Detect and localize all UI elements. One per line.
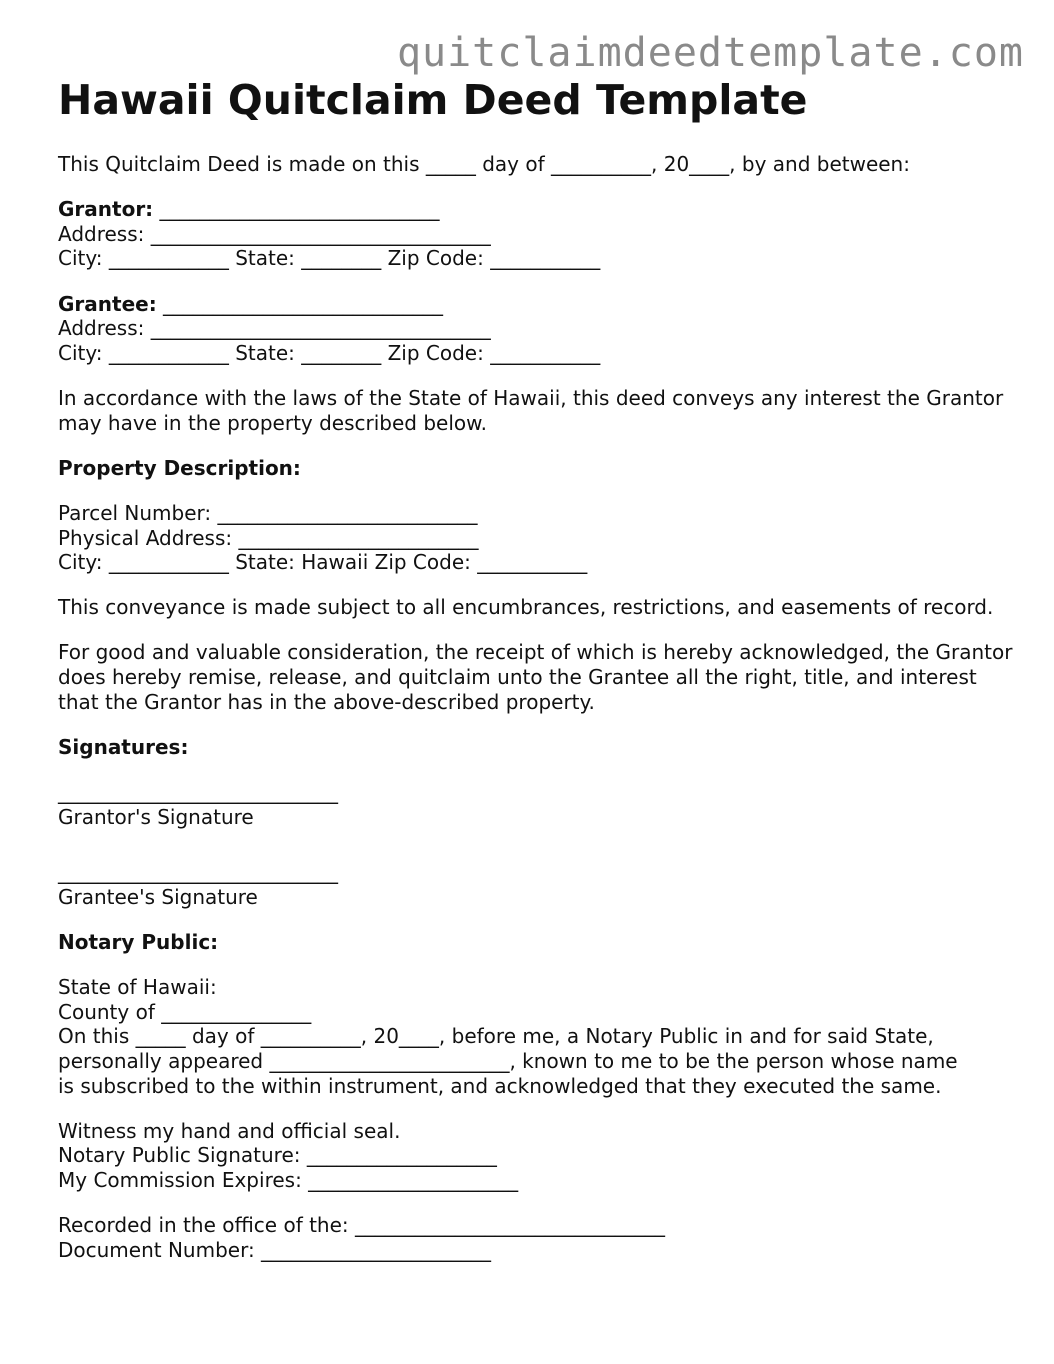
signatures-heading: Signatures: xyxy=(58,734,189,759)
deed-body xyxy=(58,152,1018,1283)
watermark: quitclaimdeedtemplate.com xyxy=(396,30,1024,76)
grantor-name-line xyxy=(58,197,1018,222)
grantor-city-line: City: ____________ State: ________ Zip Code: ___________ xyxy=(58,246,601,271)
page-title: Hawaii Quitclaim Deed Template xyxy=(58,76,808,124)
grantee-signature-label: Grantee's Signature xyxy=(58,884,258,909)
notary-state: State of Hawaii: xyxy=(58,975,217,1000)
recorded-office: Recorded in the office of the: _______________________________ xyxy=(58,1213,666,1238)
grantee-city-line: City: ____________ State: ________ Zip Code: ___________ xyxy=(58,340,601,365)
notary-signature: Notary Public Signature: ___________________ xyxy=(58,1143,497,1168)
grantee-label: Grantee: xyxy=(58,291,157,316)
recording-block xyxy=(58,1213,1018,1262)
grantee-address: Address: __________________________________ xyxy=(58,316,491,341)
physical-address: Physical Address: ________________________ xyxy=(58,525,479,550)
property-heading: Property Description: xyxy=(58,455,301,480)
grantor-signature-line: ____________________________ xyxy=(58,780,338,805)
encumbrances-paragraph: This conveyance is made subject to all encumbrances, restrictions, and easements of record. xyxy=(58,595,994,620)
grantee-name-blank: ____________________________ xyxy=(156,291,444,316)
grantee-block xyxy=(58,292,1018,366)
grantor-address: Address: __________________________________ xyxy=(58,221,491,246)
grantor-block xyxy=(58,197,1018,271)
notary-block xyxy=(58,975,1018,1098)
signature-spacer xyxy=(58,829,1018,860)
notary-county: County of _______________ xyxy=(58,999,312,1024)
intro-paragraph xyxy=(58,152,1018,177)
notary-ack-line-2: personally appeared ________________________, known to me to be the person whose name xyxy=(58,1048,958,1073)
document-number: Document Number: _______________________ xyxy=(58,1237,492,1262)
property-city-line: City: ____________ State: Hawaii Zip Code: ___________ xyxy=(58,550,588,575)
signatures-block xyxy=(58,780,1018,909)
notary-commission: My Commission Expires: _____________________ xyxy=(58,1167,519,1192)
grantee-name-line xyxy=(58,292,1018,317)
conveyance-statement: In accordance with the laws of the State of Hawaii, this deed conveys any interest the Grantor may have in the property described below. xyxy=(58,385,1004,435)
property-block xyxy=(58,501,1018,575)
grantee-signature-line: ____________________________ xyxy=(58,860,338,885)
notary-ack-line-3: is subscribed to the within instrument, and acknowledged that they executed the same. xyxy=(58,1073,942,1098)
parcel-number: Parcel Number: __________________________ xyxy=(58,500,478,525)
intro-text: This Quitclaim Deed is made on this _____ day of __________, 20____, by and between: xyxy=(58,152,910,176)
notary-ack-line-1: On this _____ day of __________, 20____, before me, a Notary Public in and for said State, xyxy=(58,1024,934,1049)
notary-heading: Notary Public: xyxy=(58,930,219,954)
notary-signature-block xyxy=(58,1119,1018,1193)
consideration-paragraph: For good and valuable consideration, the receipt of which is hereby acknowledged, the Grantor does hereby remise, release, and quitclaim unto the Grantee all the right, title, and interest that the Grantor has in the above-described property. xyxy=(58,640,1013,714)
grantor-signature-label: Grantor's Signature xyxy=(58,804,254,829)
grantor-label: Grantor: xyxy=(58,197,154,222)
grantor-name-blank: ____________________________ xyxy=(153,197,440,222)
notary-witness: Witness my hand and official seal. xyxy=(58,1118,401,1143)
